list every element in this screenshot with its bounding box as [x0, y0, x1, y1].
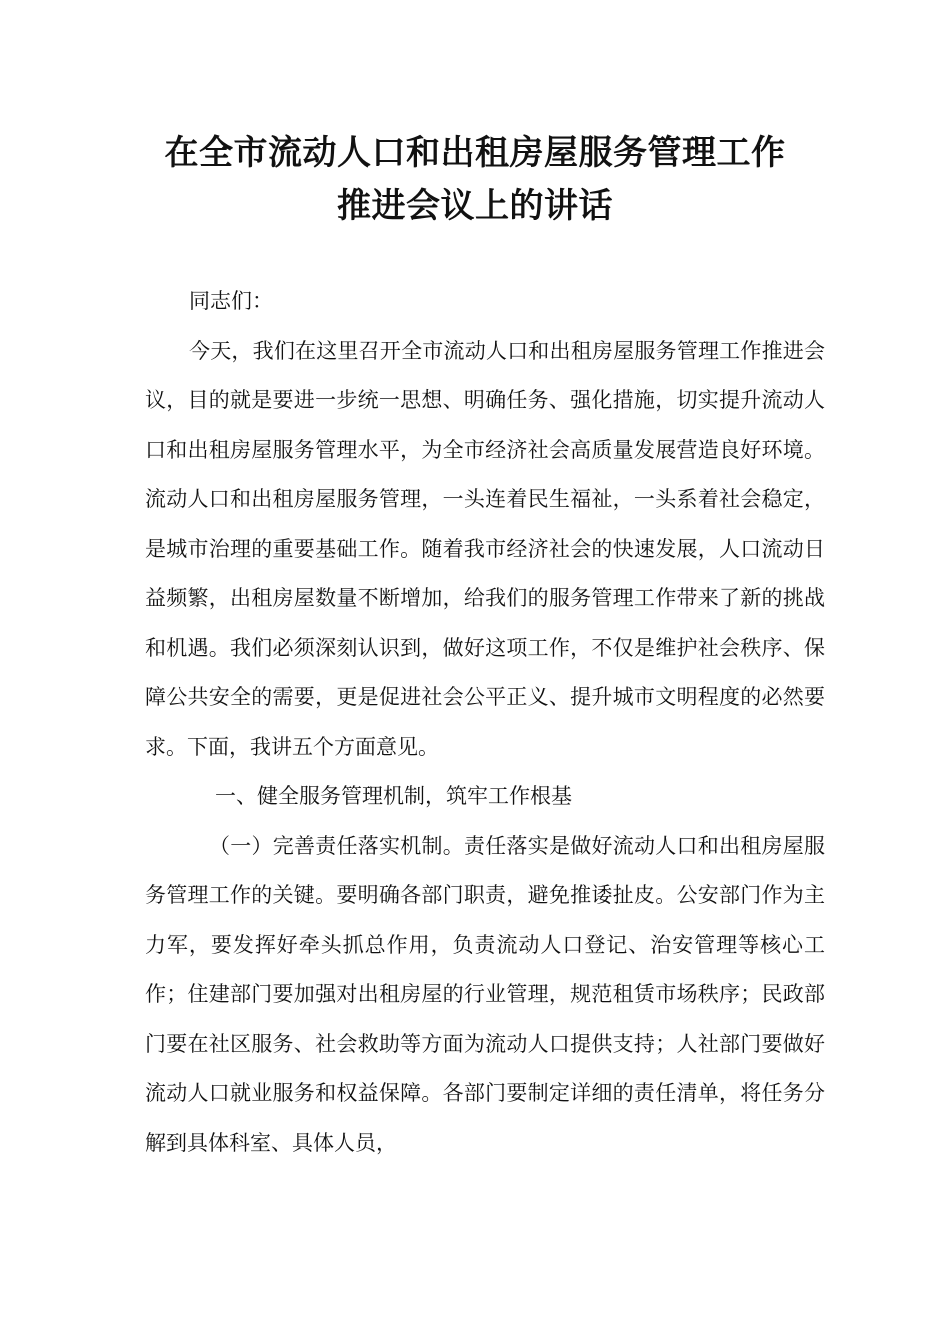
salutation: 同志们： [189, 289, 273, 313]
section-1-paragraph-1: （一）完善责任落实机制。责任落实是做好流动人口和出租房屋服务管理工作的关键。要明确各部门职责，避免推诿扯皮。公安部门作为主力军，要发挥好牵头抓总作用，负责流动人口登记、治安管理等核心工作；住建部门要加强对出租房屋的行业管理，规范租赁市场秩序；民政部门要在社区服务、社会救助等方面为流动人口提供支持；人社部门要做好流动人口就业服务和权益保障。各部门要制定详细的责任清单，将任务分解到具体科室、具体人员， [145, 833, 825, 1155]
section-1-heading: 一、健全服务管理机制，筑牢工作根基 [215, 784, 572, 808]
document-title-line-2: 推进会议上的讲话 [337, 186, 613, 226]
intro-paragraph: 今天，我们在这里召开全市流动人口和出租房屋服务管理工作推进会议，目的就是要进一步统一思想、明确任务、强化措施，切实提升流动人口和出租房屋服务管理水平，为全市经济社会高质量发展营造良好环境。流动人口和出租房屋服务管理，一头连着民生福祉，一头系着社会稳定，是城市治理的重要基础工作。随着我市经济社会的快速发展，人口流动日益频繁，出租房屋数量不断增加，给我们的服务管理工作带来了新的挑战和机遇。我们必须深刻认识到，做好这项工作，不仅是维护社会秩序、保障公共安全的需要，更是促进社会公平正义、提升城市文明程度的必然要求。下面，我讲五个方面意见。 [145, 338, 825, 759]
document-body [145, 277, 825, 1168]
document-title-line-1: 在全市流动人口和出租房屋服务管理工作 [164, 133, 786, 173]
